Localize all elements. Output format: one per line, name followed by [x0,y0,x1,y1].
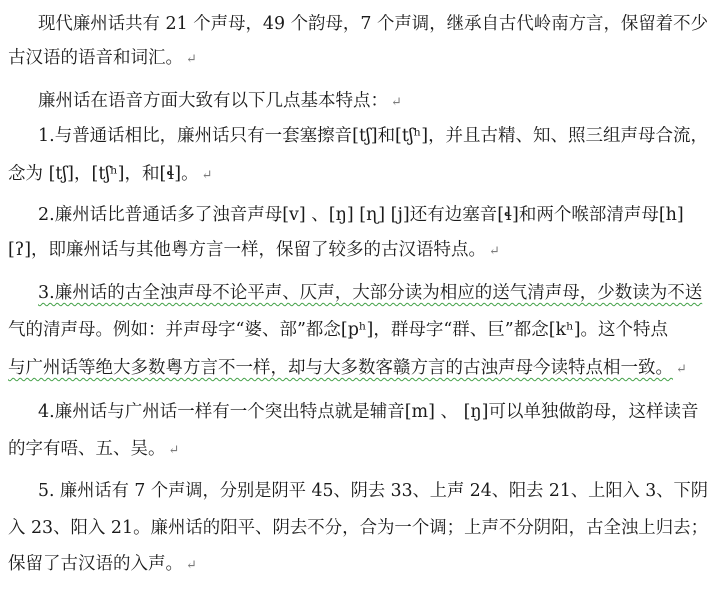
text-run: 廉州话在语音方面大致有以下几点基本特点： [38,91,388,111]
paragraph-5-line-1 [0,277,716,309]
paragraph-1-line-1 [0,8,716,40]
paragraph-mark-icon: ↵ [168,443,180,458]
text-run: 2.廉州话比普通话多了浊音声母[v] 、[ŋ] [ɳ] [j]还有边塞音[ɬ]和两个喉部清声母[h] [38,205,684,225]
paragraph-mark-icon: ↵ [186,558,197,573]
paragraph-7-line-2 [0,512,716,544]
text-run: 4.廉州话与广州话一样有一个突出特点就是辅音[m] 、 [ŋ]可以单独做韵母，这样读音 [38,402,699,422]
paragraph-5-line-2 [0,314,716,346]
paragraph-6-line-1 [0,396,716,428]
text-run: 1.与普通话相比，廉州话只有一套塞擦音[tʃ]和[tʃʰ]，并且古精、知、照三组声母合流， [38,126,709,146]
paragraph-mark-icon: ↵ [391,95,402,110]
text-run: 气的清声母。例如：并声母字“婆、部”都念[pʰ]，群母字“群、巨”都念[kʰ]。这个特点 [8,320,669,340]
paragraph-3-line-2 [0,158,716,190]
paragraph-2-line-1 [0,85,716,117]
paragraph-1-line-2 [0,42,716,74]
text-run: 与广州话等绝大多数粤方言不一样，却与大多数客赣方言的古浊声母今读特点相一致。 [8,358,673,378]
text-run: 的字有唔、五、吴。 [8,439,166,459]
paragraph-mark-icon: ↵ [201,168,213,183]
paragraph-mark-icon: ↵ [676,362,687,377]
paragraph-3-line-1 [0,120,716,152]
paragraph-4-line-1 [0,199,716,231]
paragraph-5-line-3 [0,352,716,384]
paragraph-4-line-2 [0,234,716,266]
text-run: 现代廉州话共有 21 个声母，49 个韵母，7 个声调，继承自古代岭南方言，保留着不少 [38,14,709,34]
paragraph-6-line-2 [0,433,716,465]
text-run: [ʔ]，即廉州话与其他粤方言一样，保留了较多的古汉语特点。 [8,240,487,260]
paragraph-mark-icon: ↵ [186,52,197,67]
text-run: 3.廉州话的古全浊声母不论平声、仄声，大部分读为相应的送气清声母，少数读为不送 [38,283,703,303]
paragraph-7-line-1 [0,475,716,507]
text-run: 入 23、阳入 21。廉州话的阳平、阴去不分，合为一个调；上声不分阴阳，古全浊上归去； [8,518,709,538]
text-run: 保留了古汉语的入声。 [8,554,183,574]
text-run: 古汉语的语音和词汇。 [8,48,183,68]
paragraph-7-line-3 [0,548,716,580]
paragraph-mark-icon: ↵ [489,244,500,259]
text-run: 5. 廉州话有 7 个声调，分别是阴平 45、阴去 33、上声 24、阳去 21、上阳入 3、下阴 [38,481,708,501]
text-run: 念为 [tʃ]，[tʃʰ]，和[ɬ]。 [8,164,199,184]
